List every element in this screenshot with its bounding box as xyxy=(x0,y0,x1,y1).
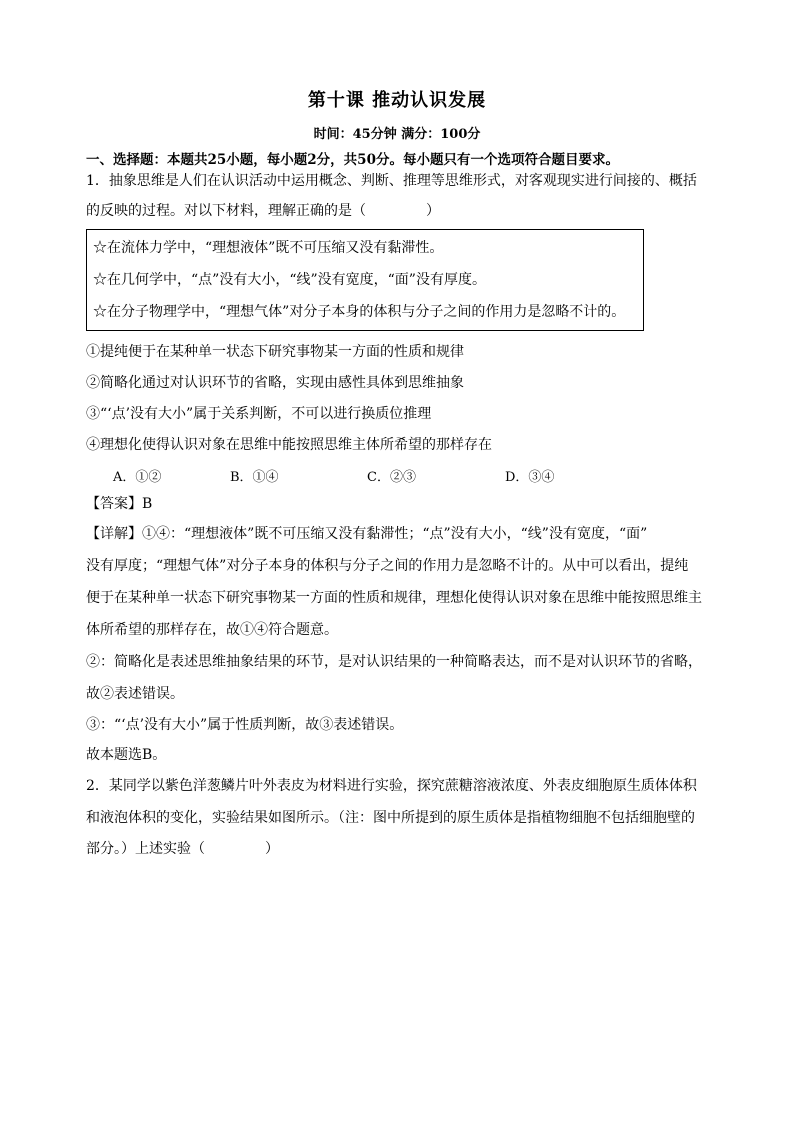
statement-4: ④理想化使得认识对象在思维中能按照思维主体所希望的那样存在 xyxy=(86,437,492,453)
q1-stem-line1: 1．抽象思维是人们在认识活动中运用概念、判断、推理等思维形式，对客观现实进行间接的、概括 xyxy=(86,173,697,189)
option-b: B．①④ xyxy=(230,470,279,485)
exam-info: 时间：45分钟 满分：100分 xyxy=(313,127,481,142)
material-line: ☆在分子物理学中，“理想气体”对分子本身的体积与分子之间的作用力是忽略不计的。 xyxy=(93,304,626,320)
explanation-line: ③：“‘点’没有大小”属于性质判断，故③表述错误。 xyxy=(86,717,404,733)
page-title: 第十课 推动认识发展 xyxy=(307,90,487,111)
q2-bracket-close: ） xyxy=(265,841,279,857)
option-a: A．①② xyxy=(113,470,162,485)
statement-2: ②简略化通过对认识环节的省略，实现由感性具体到思维抽象 xyxy=(86,375,464,391)
statement-3: ③“‘点’没有大小”属于关系判断，不可以进行换质位推理 xyxy=(86,406,432,422)
option-c: C．②③ xyxy=(367,470,416,485)
option-d: D．③④ xyxy=(505,470,555,485)
explanation-line: 体所希望的那样存在，故①④符合题意。 xyxy=(86,622,338,638)
q2-stem-line2: 和液泡体积的变化，实验结果如图所示。（注：图中所提到的原生质体是指植物细胞不包括细胞壁的 xyxy=(86,810,695,826)
explanation-line: 故②表述错误。 xyxy=(86,686,184,702)
q1-stem-text: 的反映的过程。对以下材料，理解正确的是（ xyxy=(86,203,366,219)
explanation-line: ②：简略化是表述思维抽象结果的环节，是对认识结果的一种简略表达，而不是对认识环节的省略， xyxy=(86,654,702,670)
material-box xyxy=(86,229,644,331)
q2-stem-line3 xyxy=(86,836,710,862)
material-line: ☆在流体力学中，“理想液体”既不可压缩又没有黏滞性。 xyxy=(93,240,444,256)
statement-1: ①提纯便于在某种单一状态下研究事物某一方面的性质和规律 xyxy=(86,344,464,360)
answer-options xyxy=(0,466,794,486)
explanation-line: 没有厚度；“理想气体”对分子本身的体积与分子之间的作用力是忽略不计的。从中可以看出，提纯 xyxy=(86,558,689,574)
answer-line: 【答案】B xyxy=(86,496,153,512)
explanation-line: 便于在某种单一状态下研究事物某一方面的性质和规律，理想化使得认识对象在思维中能按照思维主 xyxy=(86,590,702,606)
explanation-line: 【详解】①④：“理想液体”既不可压缩又没有黏滞性；“点”没有大小，“线”没有宽度，“面” xyxy=(86,526,648,542)
explanation-line: 故本题选B。 xyxy=(86,747,167,763)
q1-bracket-close: ） xyxy=(426,203,440,219)
q1-stem-line2 xyxy=(86,198,710,224)
q2-stem-line1: 2．某同学以紫色洋葱鳞片叶外表皮为材料进行实验，探究蔗糖溶液浓度、外表皮细胞原生质体体积 xyxy=(86,778,697,794)
section-heading: 一、选择题：本题共25小题，每小题2分，共50分。每小题只有一个选项符合题目要求。 xyxy=(86,152,619,168)
material-line: ☆在几何学中，“点”没有大小，“线”没有宽度，“面”没有厚度。 xyxy=(93,272,486,288)
q2-stem-text: 部分。）上述实验（ xyxy=(86,841,205,857)
